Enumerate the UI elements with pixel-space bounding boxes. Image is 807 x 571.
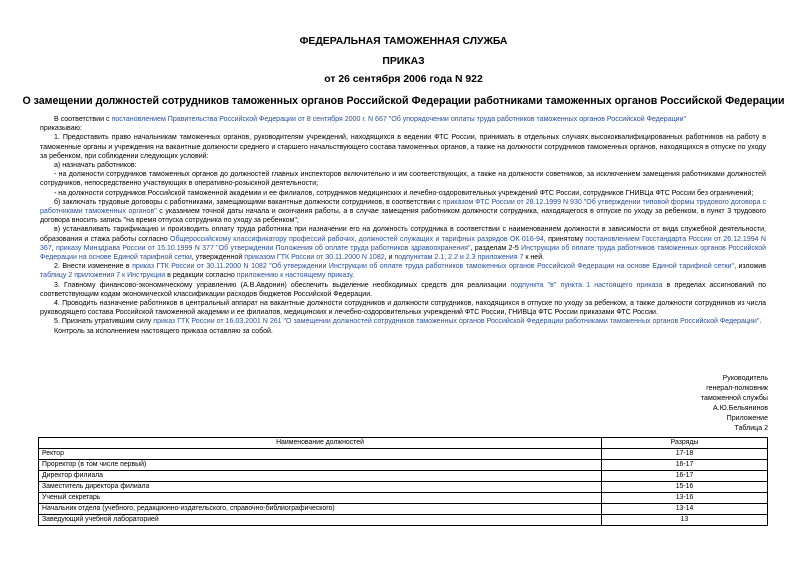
appendix-label: Приложение [726, 414, 768, 422]
signer-position: Руководитель [722, 375, 768, 382]
item-1c-text-f: , и [384, 254, 395, 262]
item-5-text: 5. Признать утратившим силу [54, 318, 154, 326]
table-header-row [39, 438, 768, 449]
item-1a: а) назначать работников: [54, 162, 137, 170]
item-2 [40, 262, 766, 280]
item-1: 1. Предоставить право начальникам таможенных органов, руководителям учреждений, находящихся в ведении ФТС России, принимать в отдельных случаях высококвалифицированных работников на работу в таможенные органы и учреждения на вакантные должности среднего и старшего начальствующего состава таможенных органов, а также на должности сотрудников таможенных органов, находящихся в отпуске по уходу за ребенком, при соблюдении следующих условий: [40, 134, 766, 160]
signature-block [608, 374, 768, 433]
item-1c-text-b: , принятому [543, 235, 586, 243]
item-3-text-b: в пределах ассигнований по соответствующим кодам экономической классификации расходов бюджетов Российской Федерации. [40, 281, 766, 298]
intro-paragraph [40, 115, 766, 124]
item-2-text: 2. Внести изменение в [54, 263, 133, 271]
position-grade: 13-14 [602, 504, 768, 515]
item-1c-text-d: , разделам 2-5 [470, 244, 522, 252]
position-name: Проректор (в том числе первый) [39, 460, 602, 471]
signer-rank: генерал-полковник [706, 384, 768, 392]
item-1b-text: б) заключать трудовые договоры с работниками, замещающими вакантные должности сотрудников, в соответствии с [54, 198, 443, 206]
position-grade: 15-16 [602, 482, 768, 493]
order-1082-link[interactable]: приказом ГТК России от 30.11.2000 N 1082 [244, 254, 385, 262]
item-1b-text-end: с указанием точной даты начала и окончания работы, а в случае замещения работником должности сотрудника, находящегося в отпуске по уходу за ребенком, в пункт 3 трудового договора вносить запись "на время отпуска сотрудника по уходу за ребенком"; [40, 208, 766, 225]
item-1c-text-c: , [51, 244, 57, 252]
item-2-text-c: в редакции согласно [165, 272, 237, 280]
table-row [39, 504, 768, 515]
table-row [39, 515, 768, 526]
item-1c-text-g: к ней. [523, 254, 545, 262]
government-decree-link[interactable]: постановлением Правительства Российской Федерации от 8 сентября 2000 г. N 667 "Об упорядочении оплаты труда работников таможенных органов Российской Федерации" [111, 116, 687, 123]
gosstandart-decree-link[interactable]: постановлением Госстандарта России от 26.12.1994 N 367 [40, 235, 766, 252]
positions-table-wrap [38, 437, 768, 526]
positions-table [38, 437, 768, 526]
item-1a-dash-2: - на должности сотрудников Российской таможенной академии и ее филиалов, сотрудников медицинских и лечебно-оздоровительных учреждений ФТС России, сотрудников ГНИВЦа ФТС России без ограничений; [54, 189, 754, 197]
instruction-link[interactable]: Инструкции об оплате труда работников таможенных органов Российской Федерации на основе Единой тарифной сетки [40, 244, 766, 262]
document-subject: О замещении должностей сотрудников таможенных органов Российской Федерации работниками таможенных органов Российской Федерации [22, 95, 785, 107]
document-body [40, 115, 766, 336]
item-1c-text-e: , утвержденной [191, 254, 245, 262]
table-row [39, 449, 768, 460]
position-grade: 13-16 [602, 493, 768, 504]
item-1a-dash-1: - на должности сотрудников таможенных органов до должностей главных инспекторов включительно и им соответствующих, а также на должности советников, за исключением замещения работниками должностей сотрудников, непосредственно участвующих в оперативно-розыскной деятельности; [40, 171, 766, 188]
table-row [39, 493, 768, 504]
document-type: ПРИКАЗ [382, 56, 425, 67]
item-2-text-b: , изложив [734, 263, 766, 271]
signer-service: таможенной службы [700, 394, 768, 402]
order-word: приказываю: [40, 125, 82, 133]
agency-title: ФЕДЕРАЛЬНАЯ ТАМОЖЕННАЯ СЛУЖБА [299, 36, 508, 47]
position-name: Заведующий учебной лабораторией [39, 515, 602, 526]
order-1082-full-link[interactable]: приказ ГТК России от 30.11.2000 N 1082 "Об утверждении Инструкции об оплате труда работников таможенных органов Российской Федерации на основе Единой тарифной сетки" [132, 263, 735, 271]
table-row [39, 471, 768, 482]
item-1c [40, 225, 766, 262]
signer-name: А.Ю.Бельянинов [712, 404, 768, 412]
item-3-text: 3. Главному финансово-экономическому управлению (А.В.Авдонин) обеспечить выделение необходимых средств для реализации [54, 281, 511, 289]
item-4: 4. Проводить назначение работников в центральный аппарат на вакантные должности сотрудников и должности сотрудников, находящихся в отпуске по уходу за ребенком, а также должности сотрудников из числа руководящего состава Российской таможенной академии и ее филиалов, медицинских и лечебно-оздоровительных учреждений ФТС России, ГНИВЦа ФТС России приказами ФТС России. [40, 300, 766, 317]
appendix-link[interactable]: приложению к настоящему приказу [236, 272, 353, 280]
item-1b [40, 198, 766, 226]
position-grade: 16-17 [602, 471, 768, 482]
position-grade: 16-17 [602, 460, 768, 471]
position-name: Ректор [39, 449, 602, 460]
document-date-number: от 26 сентября 2006 года N 922 [324, 74, 483, 85]
column-header-positions: Наименование должностей [39, 438, 602, 449]
position-name: Ученый секретарь [39, 493, 602, 504]
item-5-text-b: . [759, 318, 762, 326]
order-930-link[interactable]: приказом ФТС России от 28.12.1999 N 930 "Об утверждении типовой формы трудового договора с работниками таможенных органов" [40, 198, 767, 216]
table-2-link[interactable]: таблицу 2 приложения 7 к Инструкции [40, 272, 166, 280]
control-paragraph: Контроль за исполнением настоящего приказа оставляю за собой. [54, 327, 273, 335]
intro-text: В соответствии с [54, 116, 112, 123]
table-row [39, 482, 768, 493]
item-1c-text: в) устанавливать тарификацию и производить оплату труда работника при назначении его на должность сотрудника в соответствии с наименованием должности в зависимости от вида служебной деятельности, образования и стажа работы согласно [40, 226, 766, 243]
position-grade: 13 [602, 515, 768, 526]
subclause-v-link[interactable]: подпункта "в" пункта 1 настоящего приказа [510, 281, 663, 289]
table-row [39, 460, 768, 471]
column-header-grades: Разряды [602, 438, 768, 449]
subclauses-link[interactable]: подпунктам 2.1, 2.2 и 2.3 приложения 7 [394, 254, 524, 262]
item-2-text-d: . [352, 272, 355, 280]
position-grade: 17-18 [602, 449, 768, 460]
position-name: Заместитель директора филиала [39, 482, 602, 493]
position-name: Начальник отдела (учебного, редакционно-издательского, справочно-библиографического) [39, 504, 602, 515]
item-3 [40, 281, 766, 299]
item-5 [40, 317, 766, 326]
position-name: Директор филиала [39, 471, 602, 482]
order-261-link[interactable]: приказ ГТК России от 16.03.2001 N 261 "О замещении должностей сотрудников таможенных органов Российской Федерации работниками таможенных органов Российской Федерации" [153, 318, 760, 326]
table-label: Таблица 2 [734, 424, 768, 432]
minzdrav-order-link[interactable]: приказу Минздрава России от 15.10.1999 N 377 "Об утверждении Положения об оплате труда работников здравоохранения" [56, 244, 471, 252]
classifier-link[interactable]: Общероссийскому классификатору профессий рабочих, должностей служащих и тарифных разрядов ОК 016-94 [170, 235, 544, 243]
